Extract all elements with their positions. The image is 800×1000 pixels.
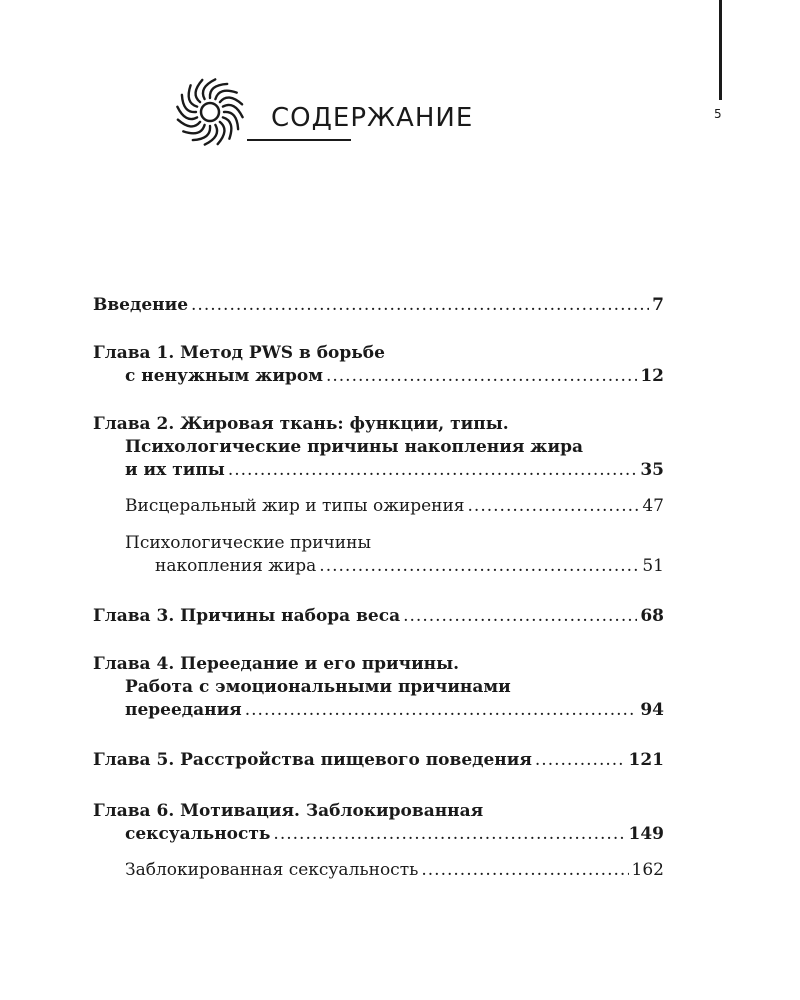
sun-ray: [178, 120, 200, 127]
toc-entry-title: Введение: [93, 295, 189, 315]
toc-entry-title: Заблокированная сексуальность: [125, 860, 419, 880]
toc-page-number: 68: [640, 606, 664, 626]
toc-page-number: 94: [640, 700, 664, 720]
title-underline: [247, 139, 351, 141]
sun-ray: [196, 80, 203, 102]
toc-entry-title: сексуальность: [125, 824, 271, 844]
toc-entry-title: накопления жира: [155, 556, 317, 576]
sun-ray: [220, 98, 242, 105]
sun-ray: [218, 122, 225, 144]
toc-leader: [191, 294, 649, 317]
toc-subentry[interactable]: [93, 532, 664, 578]
page-title: СОДЕРЖАНИЕ: [271, 103, 474, 133]
toc-leader: [245, 699, 638, 722]
toc-leader: [228, 459, 638, 482]
toc-leader: [421, 859, 628, 882]
toc-subentry[interactable]: [93, 495, 664, 518]
page-number: 5: [714, 107, 722, 121]
toc-entry-title: Глава 4. Переедание и его причины.: [93, 654, 460, 674]
toc-entry[interactable]: [93, 749, 664, 772]
toc-leader: [468, 495, 640, 518]
toc-page-number: 162: [631, 860, 664, 880]
toc-entry[interactable]: [93, 653, 664, 722]
toc-page-number: 12: [640, 366, 664, 386]
toc-page-number: 149: [628, 824, 664, 844]
toc-entry-title: Глава 2. Жировая ткань: функции, типы.: [93, 414, 509, 434]
toc-entry[interactable]: [93, 342, 664, 388]
toc-page-number: 35: [640, 460, 664, 480]
toc-entry-title: Работа с эмоциональными причинами: [125, 677, 511, 697]
toc-leader: [535, 749, 626, 772]
toc-entry-title: и их типы: [125, 460, 225, 480]
toc-subentry[interactable]: [93, 859, 664, 882]
toc-entry-title: Глава 6. Мотивация. Заблокированная: [93, 801, 484, 821]
toc-entry[interactable]: [93, 294, 664, 317]
toc-entry-title: Глава 5. Расстройства пищевого поведения: [93, 750, 532, 770]
toc-page-number: 7: [652, 295, 664, 315]
toc-entry-title: Глава 3. Причины набора веса: [93, 606, 401, 626]
sun-icon: [170, 72, 250, 152]
toc-entry-title: Психологические причины: [125, 533, 371, 553]
toc-entry-title: переедания: [125, 700, 242, 720]
toc-page-number: 51: [642, 556, 664, 576]
toc-leader: [319, 555, 639, 578]
toc-leader: [403, 605, 637, 628]
toc-page-number: 121: [628, 750, 664, 770]
toc-entry-title: Глава 1. Метод PWS в борьбе: [93, 343, 385, 363]
toc-leader: [273, 823, 625, 846]
toc-entry[interactable]: [93, 413, 664, 482]
toc-page-number: 47: [642, 496, 664, 516]
toc-entry[interactable]: [93, 605, 664, 628]
toc-entry-title: с ненужным жиром: [125, 366, 323, 386]
toc-entry[interactable]: [93, 800, 664, 846]
toc-entry-title: Психологические причины накопления жира: [125, 437, 583, 457]
toc-leader: [326, 365, 637, 388]
margin-rule: [719, 0, 722, 100]
toc-entry-title: Висцеральный жир и типы ожирения: [125, 496, 465, 516]
table-of-contents: [93, 294, 664, 882]
